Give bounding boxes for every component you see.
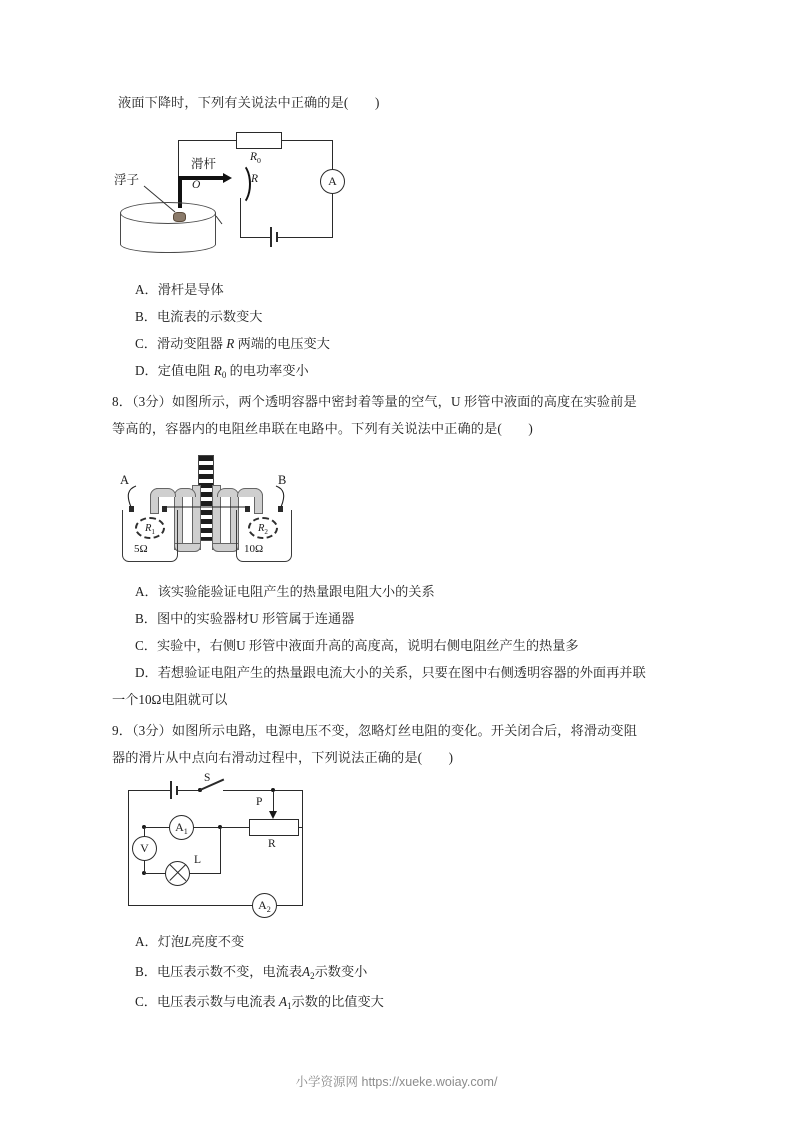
- slide-rod-label: 滑杆: [191, 157, 217, 171]
- question-9-stem-line1: 9．（3分）如图所示电路，电源电压不变，忽略灯丝电阻的变化。开关闭合后，将滑动变阻: [112, 723, 637, 738]
- pipe-left-top: [150, 488, 176, 497]
- wire-node-to-rheostat: [220, 827, 250, 828]
- voltmeter-v: V: [132, 836, 157, 861]
- wire-right-upper: [332, 140, 333, 170]
- resistance-value-right: 10Ω: [244, 543, 264, 555]
- ammeter-a2: $A_2$: [252, 893, 277, 918]
- tank-body: [120, 213, 216, 253]
- resistance-value-left: 5Ω: [134, 543, 148, 555]
- wire-to-a1-left: [144, 827, 170, 828]
- wire-branch-join: [220, 827, 221, 874]
- battery-long-plate-2: [170, 781, 172, 799]
- question-8-option-c: C．实验中，右侧U 形管中液面升高的高度高，说明右侧电阻丝产生的热量多: [135, 638, 579, 653]
- node-slider-top: [271, 788, 275, 792]
- u-tube-right-top-bend: [217, 488, 239, 497]
- wire-bottom-left: [240, 237, 271, 238]
- u-tube-left-top-bend: [174, 488, 196, 497]
- figure-float-rheostat-circuit: [114, 126, 338, 258]
- u-tube-right-bend: [212, 543, 239, 552]
- wire-lamp-to-node: [189, 873, 221, 874]
- ammeter-a1: $A_1$: [169, 815, 194, 840]
- rheostat-r-label: R: [251, 173, 259, 185]
- resistance-wire-r1: $R_1$: [135, 517, 165, 539]
- wire-top-right: [282, 140, 333, 141]
- terminal-post-right-b: [278, 506, 283, 512]
- question-7-option-b: B．电流表的示数变大: [135, 309, 263, 324]
- terminal-post-right-a: [245, 506, 250, 512]
- battery-short-plate: [276, 232, 278, 242]
- resistance-wire-r2: $R_2$: [248, 517, 278, 539]
- slide-rod-arrow-icon: [223, 173, 232, 183]
- wire-rheostat-right: [299, 827, 303, 828]
- question-7-stem: 液面下降时，下列有关说法中正确的是( ): [118, 95, 380, 110]
- wire-bottom-right-segment: [277, 905, 303, 906]
- pipe-right-top: [237, 488, 263, 497]
- question-8-stem-line2: 等高的，容器内的电阻丝串联在电路中。下列有关说法中正确的是( ): [112, 421, 533, 436]
- wire-top-left: [178, 140, 236, 141]
- question-8-option-d-wrap: 一个10Ω电阻就可以: [112, 692, 228, 707]
- terminal-post-left-a: [129, 506, 134, 512]
- pivot-point-label: O: [192, 179, 201, 191]
- wire-bottom-left-segment: [128, 905, 253, 906]
- fixed-resistor-r0-label: $R_0$: [250, 151, 261, 165]
- u-tube-left-bend: [174, 543, 201, 552]
- question-9-option-b: B．电压表示数不变，电流表$A_2$示数变小: [135, 964, 368, 981]
- wire-voltmeter-down: [144, 860, 145, 873]
- lamp-label: L: [194, 854, 202, 866]
- question-8-option-a: A．该实验能验证电阻产生的热量跟电阻大小的关系: [135, 584, 435, 599]
- fixed-resistor-r0: [236, 132, 282, 149]
- rheostat-label: R: [268, 838, 276, 850]
- wire-slider-stem: [273, 792, 274, 812]
- question-8-option-b: B．图中的实验器材U 形管属于连通器: [135, 611, 355, 626]
- terminal-label-a: A: [120, 473, 130, 487]
- slider-arrow-icon: [269, 811, 277, 819]
- question-8-stem-line1: 8．（3分）如图所示，两个透明容器中密封着等量的空气，U 形管中液面的高度在实验前是: [112, 394, 637, 409]
- wire-to-lamp-left: [144, 873, 166, 874]
- rheostat-body: [249, 819, 299, 836]
- terminal-label-b: B: [278, 473, 287, 487]
- wire-right-side: [302, 790, 303, 906]
- wire-bottom-right: [278, 237, 333, 238]
- wire-a1-to-node: [193, 827, 221, 828]
- figure-lamp-rheostat-circuit: [118, 772, 418, 923]
- float-label: 浮子: [114, 173, 140, 187]
- question-7-option-d: D．定值电阻 $R_0$ 的电功率变小: [135, 363, 309, 380]
- figure-u-tube-joule-experiment: [118, 455, 308, 570]
- question-7-option-a: A．滑杆是导体: [135, 282, 224, 297]
- rheostat-arc: [231, 162, 251, 206]
- footer-watermark: 小学资源网 https://xueke.woiay.com/: [295, 1075, 498, 1089]
- terminal-post-left-b: [162, 506, 167, 512]
- question-9-stem-line2: 器的滑片从中点向右滑动过程中，下列说法正确的是( ): [112, 750, 454, 765]
- switch-label: S: [204, 772, 211, 784]
- ammeter-a: A: [320, 169, 345, 194]
- wire-voltmeter-up: [144, 827, 145, 837]
- slider-label: P: [256, 796, 263, 808]
- slide-rod: [178, 176, 226, 180]
- wire-battery-to-switch: [178, 790, 200, 791]
- question-7-option-c: C．滑动变阻器 R 两端的电压变大: [135, 336, 330, 351]
- lamp-l: [165, 861, 190, 886]
- float-object: [173, 212, 186, 222]
- wire-top-right-segment: [223, 790, 303, 791]
- wire-left-side: [128, 790, 129, 906]
- wire-top-left-segment: [128, 790, 170, 791]
- wire-right-lower: [332, 193, 333, 238]
- question-8-option-d: D．若想验证电阻产生的热量跟电流大小的关系，只要在图中右侧透明容器的外面再并联: [135, 665, 646, 680]
- question-9-option-c: C．电压表示数与电流表 $A_1$示数的比值变大: [135, 994, 384, 1011]
- question-9-option-a: A．灯泡L亮度不变: [135, 934, 245, 949]
